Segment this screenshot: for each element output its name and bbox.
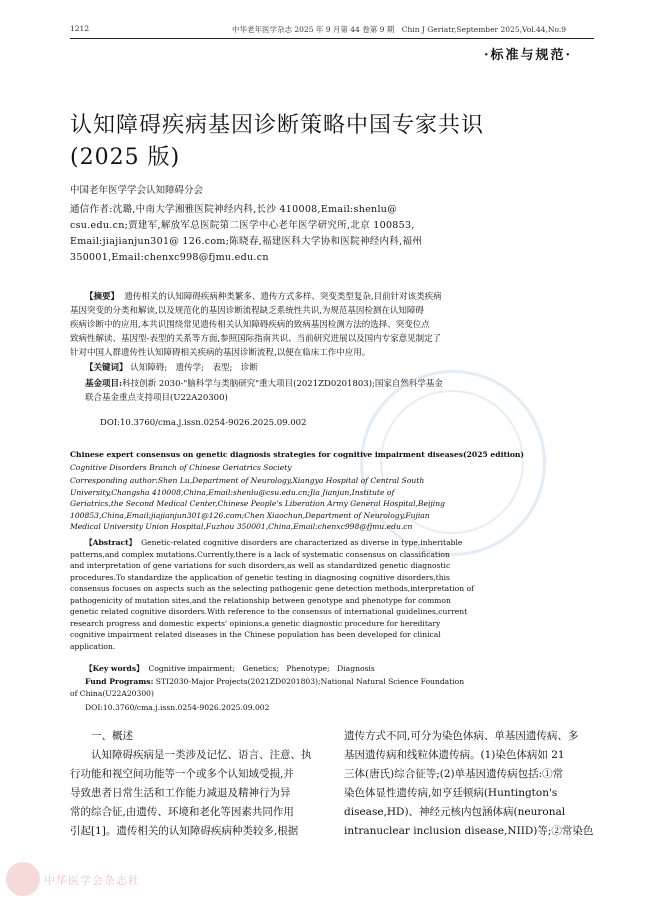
- en-corr-line: Geriatrics,the Second Medical Center,Chinese People's Liberation Army General Hospital,Beijing: [70, 499, 445, 508]
- abstract-en-line: procedures.To standardize the application of genetic testing in diagnosing cognitive disorders,this: [70, 572, 450, 582]
- abstract-cn-label: 【摘要】: [85, 292, 120, 302]
- abstract-en-line: and interpretation of gene variations for such disorders,as well as standardized genetic diagnostic: [70, 561, 451, 570]
- body-line: 引起[1]。遗传相关的认知障碍疾病种类较多,根据: [70, 825, 299, 837]
- organization: 中国老年医学学会认知障碍分会: [70, 185, 204, 196]
- corr-line: 350001,Email:chenxc998@fjmu.edu.cn: [70, 252, 269, 263]
- abstract-cn-line: 疾病诊断中的应用,本共识围绕常见遗传相关认知障碍疾病的致病基因检测方法的选择、突变位点: [70, 320, 430, 330]
- body-column-left: [70, 727, 320, 841]
- section-heading: 一、概述: [91, 730, 133, 742]
- corr-line: csu.edu.cn;贾建军,解放军总医院第二医学中心老年医学研究所,北京 100853,: [70, 220, 415, 231]
- title-line-1: 认知障碍疾病基因诊断策略中国专家共识: [70, 113, 485, 138]
- body-line: 行功能和视空间功能等一个或多个认知域受损,并: [70, 768, 294, 780]
- journal-running-header: 中华老年医学杂志 2025 年 9 月第 44 卷第 9 期 Chin J Geriatr,September 2025,Vol.44,No.9: [232, 25, 567, 34]
- en-corr-line: 100853,China,Email:jiajianjun301@126.com;Chen Xiaochun,Department of Neurology,Fujian: [70, 510, 430, 520]
- body-line: 常的综合征,由遗传、环境和老化等因素共同作用: [70, 806, 294, 818]
- title-line-2: (2025 版): [70, 145, 181, 170]
- abstract-en-label: 【Abstract】: [85, 538, 137, 547]
- header-rule: [70, 38, 594, 39]
- abstract-cn-line: 针对中国人群遗传性认知障碍相关疾病的基因诊断流程,以便在临床工作中应用。: [70, 348, 371, 358]
- abstract-en-line: consensus focuses on aspects such as the selecting pathogenic gene detection methods,interpretation of: [70, 584, 474, 593]
- section-tag: ·标准与规范·: [484, 48, 573, 63]
- publisher-logo-watermark: [6, 862, 40, 896]
- corr-line: Email:jiajianjun301@ 126.com;陈晓春,福建医科大学协和医院神经内科,福州: [70, 236, 423, 247]
- article-title: [70, 110, 484, 174]
- publisher-watermark-text: 中华医学会杂志社: [44, 874, 140, 887]
- abstract-cn-line: 基因突变的分类和解读,以及规范化的基因诊断流程缺乏系统性共识,为规范基因检测在认知障碍: [70, 306, 424, 316]
- fund-cn-label: 基金项目:: [85, 379, 123, 389]
- abstract-en-line: genetic related cognitive disorders.With reference to the consensus of international guidelines,current: [70, 607, 468, 616]
- doi-cn: DOI:10.3760/cma.j.issn.0254-9026.2025.09.002: [100, 418, 307, 428]
- fund-en-label: Fund Programs:: [85, 677, 154, 686]
- abstract-en-line: application.: [70, 641, 116, 651]
- keywords-en-text: Cognitive impairment; Genetics; Phenotype; Diagnosis: [148, 664, 375, 673]
- body-line: 基因遗传病和线粒体遗传病。(1)染色体病如 21: [344, 749, 565, 761]
- abstract-cn-line: 遗传相关的认知障碍疾病种类繁多、遗传方式多样、突变类型复杂,目前针对该类疾病: [124, 292, 442, 302]
- abstract-en-line: research progress and domestic experts' opinions,a genetic diagnostic procedure for hereditary: [70, 618, 441, 628]
- abstract-cn-line: 致病性解读、基因型-表型的关系等方面,参照国际指南共识、当前研究进展以及国内专家意见制定了: [70, 334, 442, 344]
- doi-en: DOI:10.3760/cma.j.issn.0254-9026.2025.09.002: [85, 703, 270, 712]
- en-organization: Cognitive Disorders Branch of Chinese Geriatrics Society: [70, 463, 292, 472]
- keywords-en: [85, 663, 375, 675]
- body-line: 导致患者日常生活和工作能力减退及精神行为异: [70, 787, 291, 799]
- body-line: 染色体显性遗传病,如亨廷顿病(Huntington's: [344, 787, 558, 799]
- body-line: 认知障碍疾病是一类涉及记忆、语言、注意、执: [91, 749, 312, 761]
- body-line: intranuclear inclusion disease,NIID)等;②常染色: [344, 825, 594, 837]
- fund-cn-line: 联合基金重点支持项目(U22A20300): [85, 393, 228, 403]
- en-correspondence: [70, 475, 594, 533]
- keywords-cn-label: 【关键词】: [85, 363, 128, 373]
- body-line: disease,HD)、神经元核内包涵体病(neuronal: [344, 806, 566, 818]
- body-line: 三体(唐氏)综合征等;(2)单基因遗传病包括:①常: [344, 768, 564, 780]
- en-corr-line: Corresponding author:Shen Lu,Department of Neurology,Xiangya Hospital of Central South: [70, 476, 425, 485]
- body-column-right: [344, 727, 594, 841]
- abstract-en-line: Genetic-related cognitive disorders are characterized as diverse in type,inheritable: [141, 538, 463, 547]
- abstract-cn: [70, 290, 593, 360]
- abstract-en-line: cognitive impairment related diseases in the Chinese population has been developed for clinical: [70, 630, 441, 639]
- abstract-en-line: patterns,and complex mutations.Currently,there is a lack of systematic consensus on classification: [70, 549, 450, 559]
- correspondence-cn: [70, 202, 594, 266]
- keywords-cn: [85, 361, 258, 375]
- fund-en-line: of China(U22A20300): [70, 688, 154, 698]
- keywords-en-label: 【Key words】: [85, 664, 144, 673]
- abstract-en-line: pathogenicity of mutation sites,and the relationship between genotype and phenotype for common: [70, 595, 451, 605]
- en-title: Chinese expert consensus on genetic diagnosis strategies for cognitive impairment diseases(2025 edition): [70, 450, 525, 459]
- en-corr-line: Medical University Union Hospital,Fuzhou 350001,China,Email:chenxc998@fjmu.edu.cn: [70, 522, 413, 531]
- corr-line: 通信作者:沈璐,中南大学湘雅医院神经内科,长沙 410008,Email:shenlu@: [70, 204, 398, 215]
- fund-en: [70, 676, 594, 699]
- en-corr-line: University,Changsha 410008,China,Email:shenlu@csu.edu.cn;Jia Jianjun,Institute of: [70, 487, 395, 497]
- page-number: 1212: [70, 24, 90, 33]
- body-line: 遗传方式不同,可分为染色体病、单基因遗传病、多: [344, 730, 579, 742]
- fund-cn-line: 科技创新 2030-"脑科学与类脑研究"重大项目(2021ZD0201803);国家自然科学基金: [122, 379, 443, 389]
- keywords-cn-text: 认知障碍; 遗传学; 表型; 诊断: [130, 363, 258, 373]
- fund-en-line: STI2030-Major Projects(2021ZD0201803);National Natural Science Foundation: [155, 677, 465, 686]
- abstract-en: [70, 537, 594, 652]
